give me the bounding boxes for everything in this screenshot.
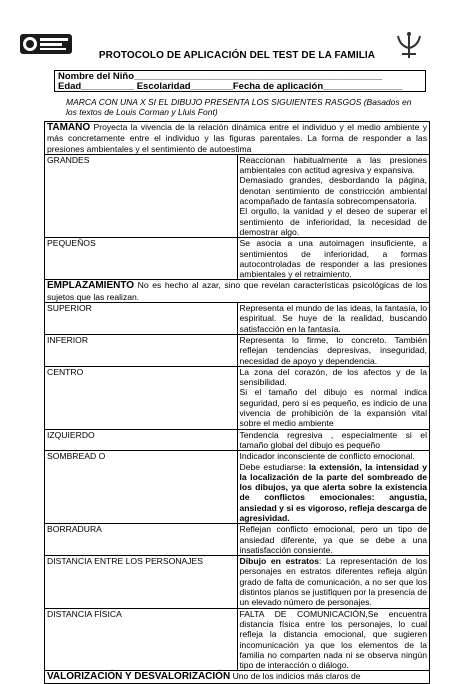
- table-row: [45, 524, 430, 556]
- row-text: Reflejan conflicto emocional, pero un tipo de ansiedad diferente, ya que se debe a una insatisfacción consiente.: [237, 524, 430, 556]
- row-label: INFERIOR: [45, 334, 238, 366]
- table-row: [45, 154, 430, 237]
- row-label: DISTANCIA FÍSICA: [45, 608, 238, 671]
- table-row: [45, 366, 430, 429]
- table-row: [45, 451, 430, 524]
- row-text: : La representación de los personajes en estratos diferentes refleja algún grado de falta de comunicación, a no ser que los distintos planos se justifiquen por la presencia de un elevado número de personajes.: [239, 556, 427, 608]
- row-label: GRANDES: [45, 154, 238, 237]
- row-text: Demasiado grandes, desbordando la página, denotan sentimiento de constricción ambiental acompañado de fantasía sobrecompensatoria.: [239, 175, 427, 207]
- row-text: Indicador inconsciente de conflicto emocional.: [239, 451, 415, 462]
- table-row: [45, 334, 430, 366]
- date-label: Fecha de aplicación: [232, 81, 324, 92]
- section-intro: Uno de los indicios más claros de: [232, 671, 361, 682]
- school-label: Escolaridad: [136, 81, 191, 92]
- rubric-table: [44, 121, 430, 684]
- row-label: DISTANCIA ENTRE LOS PERSONAJES: [45, 556, 238, 608]
- row-text: Tendencia regresiva , especialmente si el tamaño global del dibujo es pequeño: [237, 429, 430, 451]
- row-text: Se asocia a una autoimagen insuficiente, a sentimientos de inferioridad, a formas autocontroladas de responder a las presiones ambientales y el retraimiento.: [237, 238, 430, 280]
- table-row: [45, 238, 430, 280]
- row-label: SUPERIOR: [45, 303, 238, 335]
- section-heading: TAMAÑO: [47, 122, 91, 133]
- row-text-bold: Dibujo en estratos: [239, 556, 320, 567]
- section-heading: VALORIZACIÓN Y DESVALORIZACIÓN: [47, 671, 231, 683]
- row-text: Representa el mundo de las ideas, la fantasía, lo espiritual. Se huye de la realidad, buscando satisfacción en la fantasía.: [237, 303, 430, 335]
- table-row: [45, 556, 430, 608]
- section-intro: Proyecta la vivencia de la relación dinámica entre el individuo y el medio ambiente y más concretamente entre el individuo y las figuras parentales. La forma de responder a las presiones ambientales y el sentimiento de autoestima: [47, 122, 427, 154]
- instructions: MARCA CON UNA X SI EL DIBUJO PRESENTA LOS SIGUIENTES RASGOS (Basados en los textos de Louis Corman y Lluis Font): [66, 97, 412, 117]
- row-text: La zona del corazón, de los afectos y de la sensibilidad.: [239, 366, 427, 388]
- row-label: BORRADURA: [45, 524, 238, 556]
- age-label: Edad: [58, 81, 82, 92]
- row-label: SOMBREAD O: [45, 451, 238, 524]
- row-text: Representa lo firme, lo concreto. También reflejan tendencias depresivas, inseguridad, necesidad de apoyo y dependencia.: [237, 334, 430, 366]
- section-valorizacion: [45, 671, 430, 683]
- identification-box: Nombre del Niño_______________________________________________ Edad__________ Escolaridad________Fecha de aplicación_______________: [54, 70, 426, 92]
- row-text: El orgullo, la vanidad y el deseo de superar el sentimiento de inferioridad, la necesidad de demostrar algo.: [239, 206, 427, 237]
- row-text: Reaccionan habitualmente a las presiones ambientales con actitud agresiva y expansiva.: [239, 154, 427, 176]
- row-text: Debe estudiarse:: [239, 461, 306, 472]
- row-text-bold: la extensión, la intensidad y la localización de la parte del sombreado de los dibujos, ya que alerta sobre la existencia de conflictos emocionales: angustia, ansiedad y si es vigoroso, refleja descarga de agresividad.: [239, 461, 427, 523]
- table-row: [45, 429, 430, 451]
- row-label: PEQUEÑOS: [45, 238, 238, 280]
- table-row: [45, 303, 430, 335]
- name-label: Nombre del Niño: [58, 71, 135, 82]
- document-title: PROTOCOLO DE APLICACIÓN DEL TEST DE LA FAMILIA: [98, 50, 376, 61]
- row-label: CENTRO: [45, 366, 238, 429]
- section-emplazamiento: [45, 280, 430, 303]
- row-label: IZQUIERDO: [45, 429, 238, 451]
- section-tamano: [45, 122, 430, 155]
- section-intro: No es hecho al azar, sino que revelan características psicológicas de los sujetos que las realizan.: [47, 280, 427, 302]
- table-row: [45, 608, 430, 671]
- section-heading: EMPLAZAMIENTO: [47, 280, 135, 292]
- row-text: FALTA DE COMUNICACIÓN,Se encuentra distancia física entre los personajes, lo cual refleja la distancia emocional, que sugieren incomunicación ya que los elementos de la familia no comparten nada ni se observa ningún tipo de interacción o diálogo.: [237, 608, 430, 671]
- row-text: Si el tamaño del dibujo es normal indica seguridad, pero si es pequeño, es indicio de una vivencia de prohibición de la expansión vital sobre el medio ambiente: [239, 387, 427, 429]
